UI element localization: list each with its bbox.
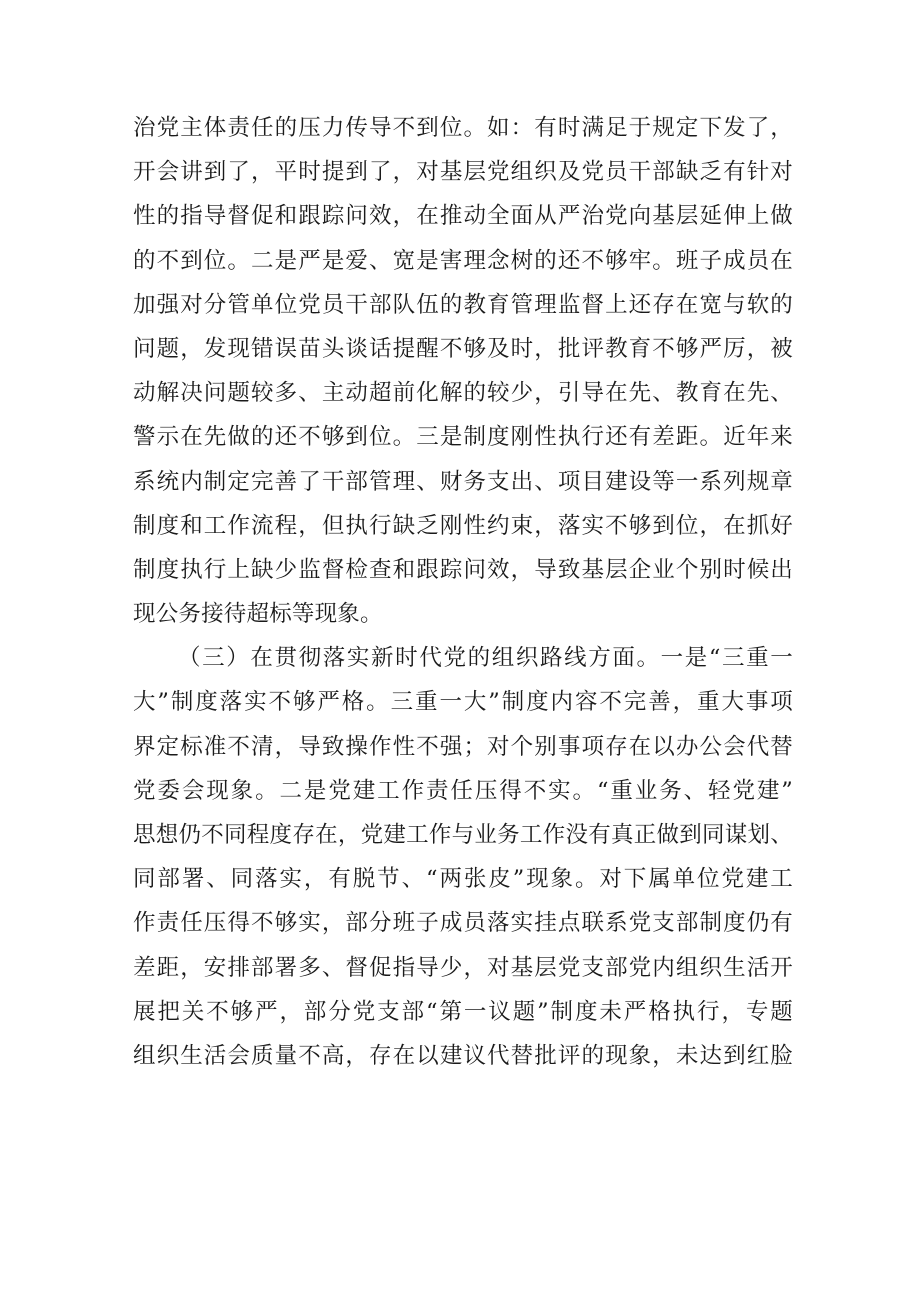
text-line: 性的指导督促和跟踪问效，在推动全面从严治党向基层延伸上做 bbox=[133, 203, 793, 230]
text-line: 制度执行上缺少监督检查和跟踪问效，导致基层企业个别时候出 bbox=[133, 556, 793, 583]
text-line: 同部署、同落实，有脱节、“两张皮”现象。对下属单位党建工 bbox=[133, 866, 793, 893]
text-line: 系统内制定完善了干部管理、财务支出、项目建设等一系列规章 bbox=[133, 468, 793, 495]
text-line: 展把关不够严，部分党支部“第一议题”制度未严格执行，专题 bbox=[133, 998, 793, 1025]
text-line: 的不到位。二是严是爱、宽是害理念树的还不够牢。班子成员在 bbox=[133, 247, 793, 274]
text-line: 界定标准不清，导致操作性不强；对个别事项存在以办公会代替 bbox=[133, 733, 793, 760]
text-line: 制度和工作流程，但执行缺乏刚性约束，落实不够到位，在抓好 bbox=[133, 512, 793, 539]
text-line: 现公务接待超标等现象。 bbox=[133, 601, 383, 628]
text-line: 开会讲到了，平时提到了，对基层党组织及党员干部缺乏有针对 bbox=[133, 159, 793, 186]
section-heading-line: （三）在贯彻落实新时代党的组织路线方面。一是“三重一 bbox=[178, 645, 793, 672]
text-line: 警示在先做的还不够到位。三是制度刚性执行还有差距。近年来 bbox=[133, 424, 793, 451]
text-line: 组织生活会质量不高，存在以建议代替批评的现象，未达到红脸 bbox=[133, 1042, 793, 1069]
text-line: 加强对分管单位党员干部队伍的教育管理监督上还存在宽与软的 bbox=[133, 291, 793, 318]
text-line: 问题，发现错误苗头谈话提醒不够及时，批评教育不够严厉，被 bbox=[133, 335, 793, 362]
text-line: 动解决问题较多、主动超前化解的较少，引导在先、教育在先、 bbox=[133, 380, 793, 407]
text-line: 差距，安排部署多、督促指导少，对基层党支部党内组织生活开 bbox=[133, 954, 793, 981]
text-line: 大”制度落实不够严格。三重一大”制度内容不完善，重大事项 bbox=[133, 689, 793, 716]
text-line: 党委会现象。二是党建工作责任压得不实。“重业务、轻党建” bbox=[133, 777, 793, 804]
document-body bbox=[133, 106, 793, 1078]
text-line: 作责任压得不够实，部分班子成员落实挂点联系党支部制度仍有 bbox=[133, 910, 793, 937]
text-line: 思想仍不同程度存在，党建工作与业务工作没有真正做到同谋划、 bbox=[133, 822, 793, 848]
text-line: 治党主体责任的压力传导不到位。如：有时满足于规定下发了， bbox=[133, 115, 793, 141]
